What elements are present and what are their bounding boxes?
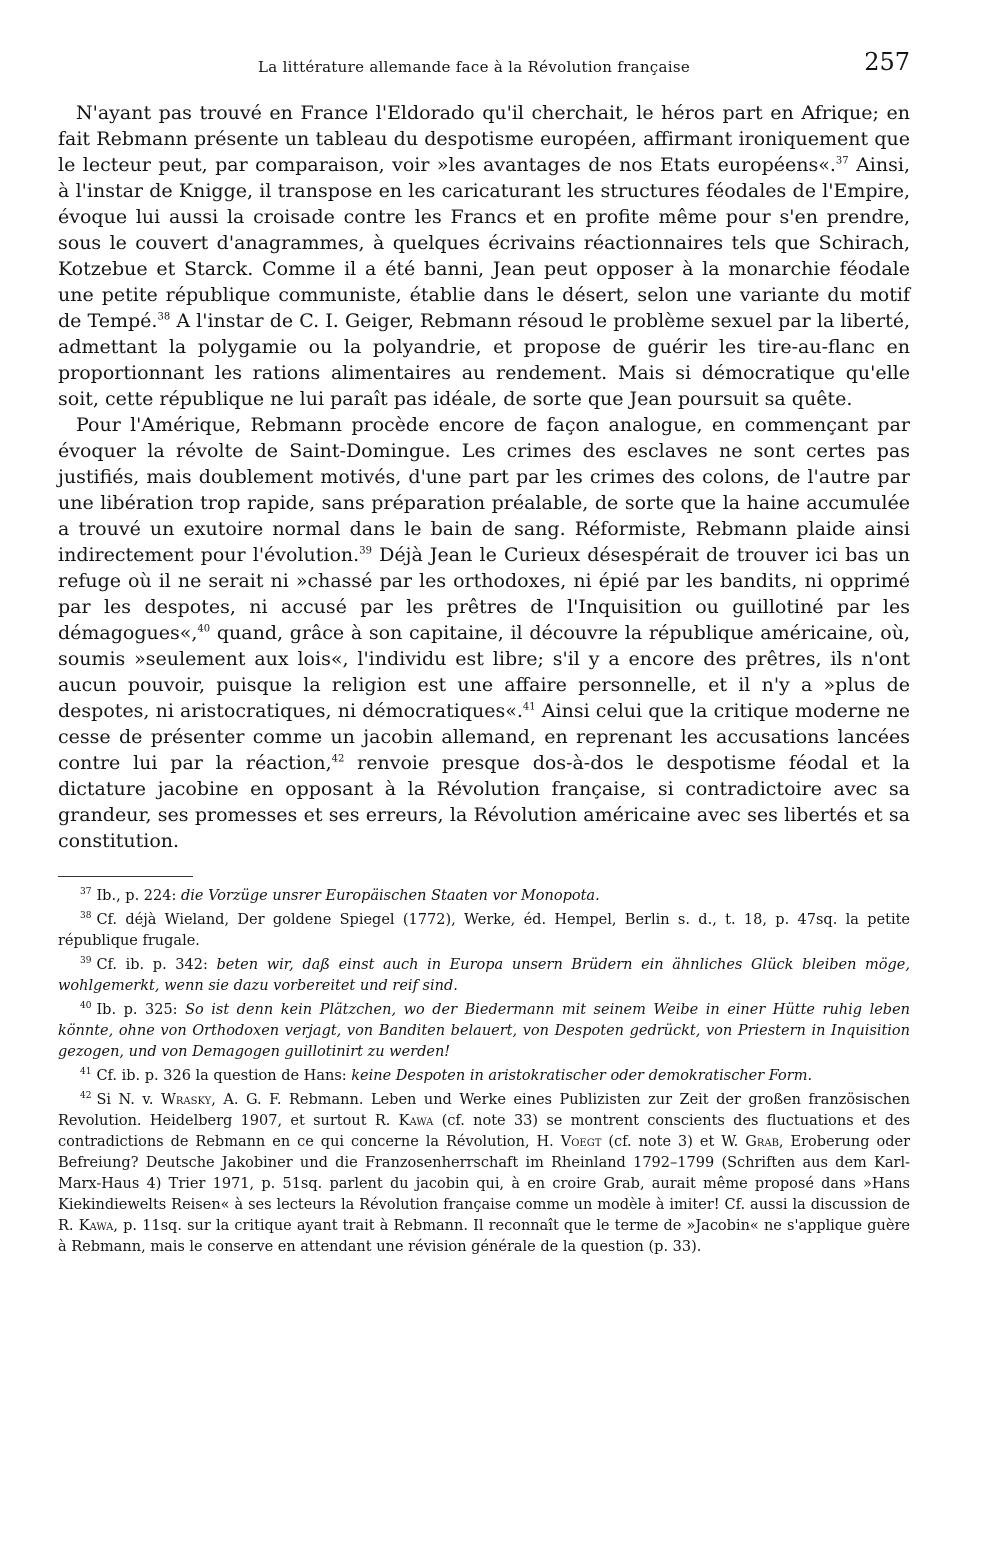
footnotes bbox=[58, 886, 910, 1258]
footnote: $^{42}$ Si N. v. Wrasky, A. G. F. Rebmann. Leben und Werke eines Publizisten zur Zeit der großen französischen Revolution. Heidelberg 1907, et surtout R. Kawa (cf. note 33) se montrent conscients des fluctuations et des contradictions de Rebmann en ce qui concerne la Révolution, H. Voegt (cf. note 3) et W. Grab, Eroberung oder Befreiung? Deutsche Jakobiner und die Franzosenherrschaft im Rheinland 1792–1799 (Schriften aus dem Karl-Marx-Haus 4) Trier 1971, p. 51sq. parlent du jacobin qui, à en croire Grab, aurait même proposé dans »Hans Kiekindiewelts Reisen« à ses lecteurs la Révolution française comme un modèle à imiter! Cf. aussi la discussion de R. Kawa, p. 11sq. sur la critique ayant trait à Rebmann. Il reconnaît que le terme de »Jacobin« ne s'applique guère à Rebmann, mais le conserve en attendant une révision générale de la question (p. 33). bbox=[58, 1091, 911, 1255]
footnote: $^{38}$ Cf. déjà Wieland, Der goldene Spiegel (1772), Werke, éd. Hempel, Berlin s. d., t. 18, p. 47sq. la petite république frugale. bbox=[58, 911, 910, 949]
book-page bbox=[58, 48, 910, 1261]
footnote-ref: 42 bbox=[331, 753, 345, 765]
footnote-ref: 37 bbox=[835, 155, 849, 167]
running-title: La littérature allemande face à la Révolution française bbox=[258, 58, 691, 76]
footnote: $^{41}$ Cf. ib. p. 326 la question de Hans: keine Despoten in aristokratischer oder demokratischer Form. bbox=[80, 1067, 813, 1084]
footnote: $^{37}$ Ib., p. 224: die Vorzüge unsrer Europäischen Staaten vor Monopota. bbox=[80, 887, 600, 904]
footnote-ref: 38 bbox=[157, 311, 171, 323]
footnote-separator bbox=[58, 876, 193, 877]
body-text bbox=[58, 100, 910, 854]
running-head bbox=[58, 48, 910, 88]
paragraph: Pour l'Amérique, Rebmann procède encore de façon analogue, en commençant par évoquer la révolte de Saint-Domingue. Les crimes des esclaves ne sont certes pas justifiés, mais doublement motivés, d'une part par les crimes des colons, de l'autre par une libération trop rapide, sans préparation préalable, de sorte que la haine accumulée a trouvé un exutoire normal dans le bain de sang. Réformiste, Rebmann plaide ainsi indirectement pour l'évolution.$^{39}$ Déjà Jean le Curieux désespérait de trouver ici bas un refuge où il ne serait ni »chassé par les orthodoxes, ni épié par les bandits, ni opprimé par les despotes, ni accusé par les prêtres de l'Inquisition ou guillotiné par les démagogues«,$^{40}$ quand, grâce à son capitaine, il découvre la république américaine, où, soumis »seulement aux lois«, l'individu est libre; s'il y a encore des prêtres, ils n'ont aucun pouvoir, puisque la religion est une affaire personnelle, et il n'y a »plus de despotes, ni aristocratiques, ni démocratiques«.$^{41}$ Ainsi celui que la critique moderne ne cesse de présenter comme un jacobin allemand, en reprenant les accusations lancées contre lui par la réaction,$^{42}$ renvoie presque dos-à-dos le despotisme féodal et la dictature jacobine en opposant à la Révolution française, si contradictoire avec sa grandeur, ses promesses et ses erreurs, la Révolution américaine avec ses libertés et sa constitution. bbox=[58, 414, 910, 852]
paragraph: N'ayant pas trouvé en France l'Eldorado qu'il cherchait, le héros part en Afrique; en fait Rebmann présente un tableau du despotisme européen, affirmant ironiquement que le lecteur peut, par comparaison, voir »les avantages de nos Etats européens«.$^{37}$ Ainsi, à l'instar de Knigge, il transpose en les caricaturant les structures féodales de l'Empire, évoque lui aussi la croisade contre les Francs et en profite même pour s'en prendre, sous le couvert d'anagrammes, à quelques écrivains réactionnaires tels que Schirach, Kotzebue et Starck. Comme il a été banni, Jean peut opposer à la monarchie féodale une petite république communiste, établie dans le désert, selon une variante du motif de Tempé.$^{38}$ A l'instar de C. I. Geiger, Rebmann résoud le problème sexuel par la liberté, admettant la polygamie ou la polyandrie, et propose de guérir les tire-au-flanc en proportionnant les rations alimentaires au rendement. Mais si démocratique qu'elle soit, cette république ne lui paraît pas idéale, de sorte que Jean poursuit sa quête. bbox=[58, 102, 910, 410]
footnote-ref: 41 bbox=[522, 701, 536, 713]
footnote-ref: 40 bbox=[197, 623, 211, 635]
footnote: $^{39}$ Cf. ib. p. 342: beten wir, daß einst auch in Europa unsern Brüdern ein ähnliches Glück bleiben möge, wohlgemerkt, wenn sie dazu vorbereitet und reif sind. bbox=[58, 956, 910, 994]
page-number: 257 bbox=[864, 48, 910, 76]
footnote: $^{40}$ Ib. p. 325: So ist denn kein Plätzchen, wo der Biedermann mit seinem Weibe in einer Hütte ruhig leben könnte, ohne von Orthodoxen verjagt, von Banditen belauert, von Despoten gedrückt, von Priestern in Inquisition gezogen, und von Demagogen guillotinirt zu werden! bbox=[58, 1001, 910, 1060]
footnote-ref: 39 bbox=[359, 545, 372, 557]
